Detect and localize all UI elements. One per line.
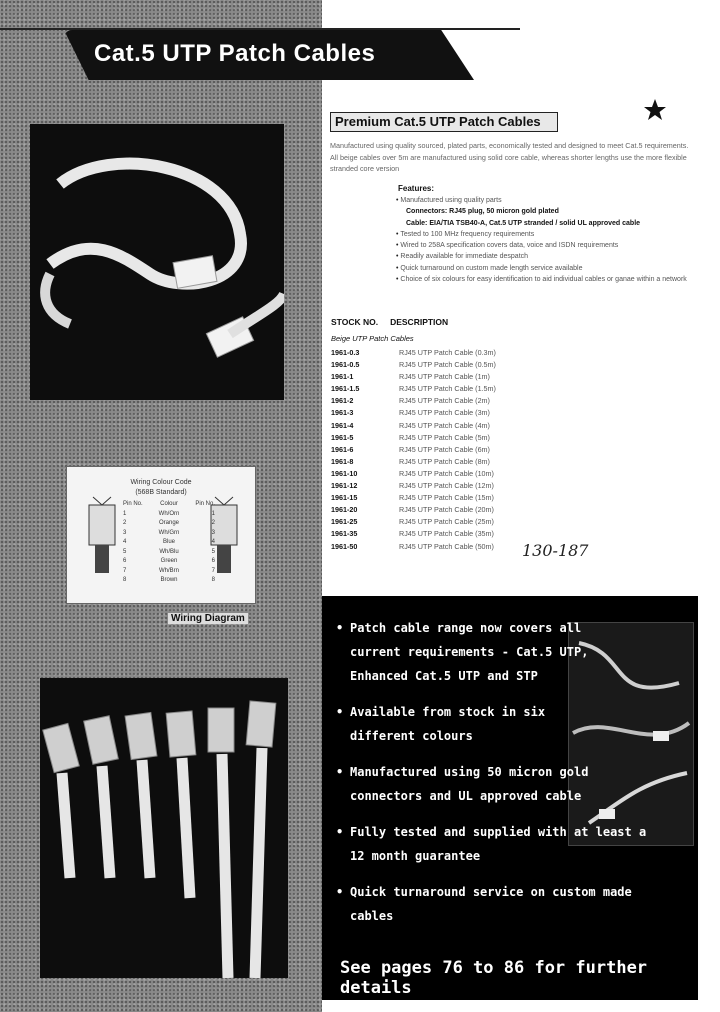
list-item: • Quick turnaround on custom made length service available <box>396 263 696 274</box>
table-row: 1961-12 RJ45 UTP Patch Cable (12m) <box>331 481 494 491</box>
list-item: • Choice of six colours for easy identification to aid individual cables or ganae within a network <box>396 274 696 285</box>
table-row: 1 Wh/Orn 1 <box>123 510 215 517</box>
handwritten-annotation: 130-187 <box>522 541 589 560</box>
wiring-col-colour: Colour <box>160 501 178 507</box>
table-row: 1961-3 RJ45 UTP Patch Cable (3m) <box>331 408 490 418</box>
table-row: 1961-15 RJ45 UTP Patch Cable (15m) <box>331 493 494 503</box>
intro-paragraph: Manufactured using quality sourced, plated parts, economically tested and designed to meet Cat.5 requirements. All beige cables over 5m are manufactured using solid core cable, whereas shorter lengths use the more flexible stranded core version <box>330 141 689 173</box>
table-row: 1961-4 RJ45 UTP Patch Cable (4m) <box>331 420 490 430</box>
stock-table <box>331 347 496 553</box>
table-row: 3 Wh/Grn 3 <box>123 529 215 536</box>
wiring-table <box>123 501 215 587</box>
table-row: 1961-35 RJ45 UTP Patch Cable (35m) <box>331 529 494 539</box>
list-item: • Readily available for immediate despatch <box>396 251 696 262</box>
star-icon <box>643 98 667 122</box>
table-row: 2 Orange 2 <box>123 520 215 526</box>
table-row: 7 Wh/Brn 7 <box>123 567 215 574</box>
list-item: • Available from stock in six different colours <box>336 700 598 748</box>
table-row: 1961-2 RJ45 UTP Patch Cable (2m) <box>331 396 490 406</box>
wiring-col-pin: Pin No. <box>123 501 143 507</box>
section-title: Premium Cat.5 UTP Patch Cables <box>330 112 558 132</box>
table-row: 1961-50 RJ45 UTP Patch Cable (50m) <box>331 541 494 551</box>
col-description: DESCRIPTION <box>390 317 449 327</box>
features-list <box>396 195 696 285</box>
promo-footer: See pages 76 to 86 for further details <box>340 958 648 998</box>
list-item: • Fully tested and supplied with at least a 12 month guarantee <box>336 820 650 868</box>
list-item: • Quick turnaround service on custom made cables <box>336 880 650 928</box>
cable-photo <box>30 124 284 400</box>
rj45-plug-left-icon <box>85 495 119 575</box>
promo-bullets <box>336 616 647 940</box>
table-row: 1961-10 RJ45 UTP Patch Cable (10m) <box>331 468 494 478</box>
header-rule <box>0 28 520 30</box>
table-row: 1961-0.3 RJ45 UTP Patch Cable (0.3m) <box>331 348 496 357</box>
table-row: 1961-1.5 RJ45 UTP Patch Cable (1.5m) <box>331 384 496 394</box>
table-row: 4 Blue 4 <box>123 539 215 545</box>
col-stock-no: STOCK NO. <box>331 317 379 327</box>
list-item: • Patch cable range now covers all current requirements - Cat.5 UTP, Enhanced Cat.5 UTP and STP <box>336 616 598 688</box>
wiring-sheet-title: Wiring Colour Code <box>130 479 192 486</box>
features-label: Features: <box>398 184 435 193</box>
table-row: 1961-1 RJ45 UTP Patch Cable (1m) <box>331 372 490 382</box>
table-row: 6 Green 6 <box>123 558 215 564</box>
wiring-col-pin2: Pin No. <box>195 501 215 507</box>
list-item: • Wired to 258A specification covers data, voice and ISDN requirements <box>396 240 696 251</box>
page-title: Cat.5 UTP Patch Cables <box>94 40 376 67</box>
stock-table-header <box>331 317 448 327</box>
table-row: 1961-20 RJ45 UTP Patch Cable (20m) <box>331 505 494 515</box>
table-row: 1961-25 RJ45 UTP Patch Cable (25m) <box>331 517 494 527</box>
wiring-header-row <box>123 501 215 511</box>
table-row: 1961-0.5 RJ45 UTP Patch Cable (0.5m) <box>331 360 496 370</box>
list-item: Cable: EIA/TIA TSB40-A, Cat.5 UTP stranded / solid UL approved cable <box>406 219 641 227</box>
table-row: 1961-8 RJ45 UTP Patch Cable (8m) <box>331 456 490 466</box>
stock-group-title: Beige UTP Patch Cables <box>331 334 414 343</box>
list-item: • Manufactured using quality parts <box>396 195 696 206</box>
promo-panel <box>322 596 698 1000</box>
wiring-diagram-caption: Wiring Diagram <box>168 613 248 624</box>
table-row: 5 Wh/Blu 5 <box>123 548 215 555</box>
list-item: • Manufactured using 50 micron gold connectors and UL approved cable <box>336 760 598 808</box>
table-row: 1961-6 RJ45 UTP Patch Cable (6m) <box>331 444 490 454</box>
table-row: 1961-5 RJ45 UTP Patch Cable (5m) <box>331 432 490 442</box>
list-item: Connectors: RJ45 plug, 50 micron gold plated <box>406 208 559 216</box>
wiring-diagram <box>66 466 256 604</box>
list-item: • Tested to 100 MHz frequency requirements <box>396 229 696 240</box>
table-row: 8 Brown 8 <box>123 577 215 583</box>
wiring-sheet-sub: (568B Standard) <box>135 489 187 496</box>
connectors-photo <box>40 678 288 978</box>
